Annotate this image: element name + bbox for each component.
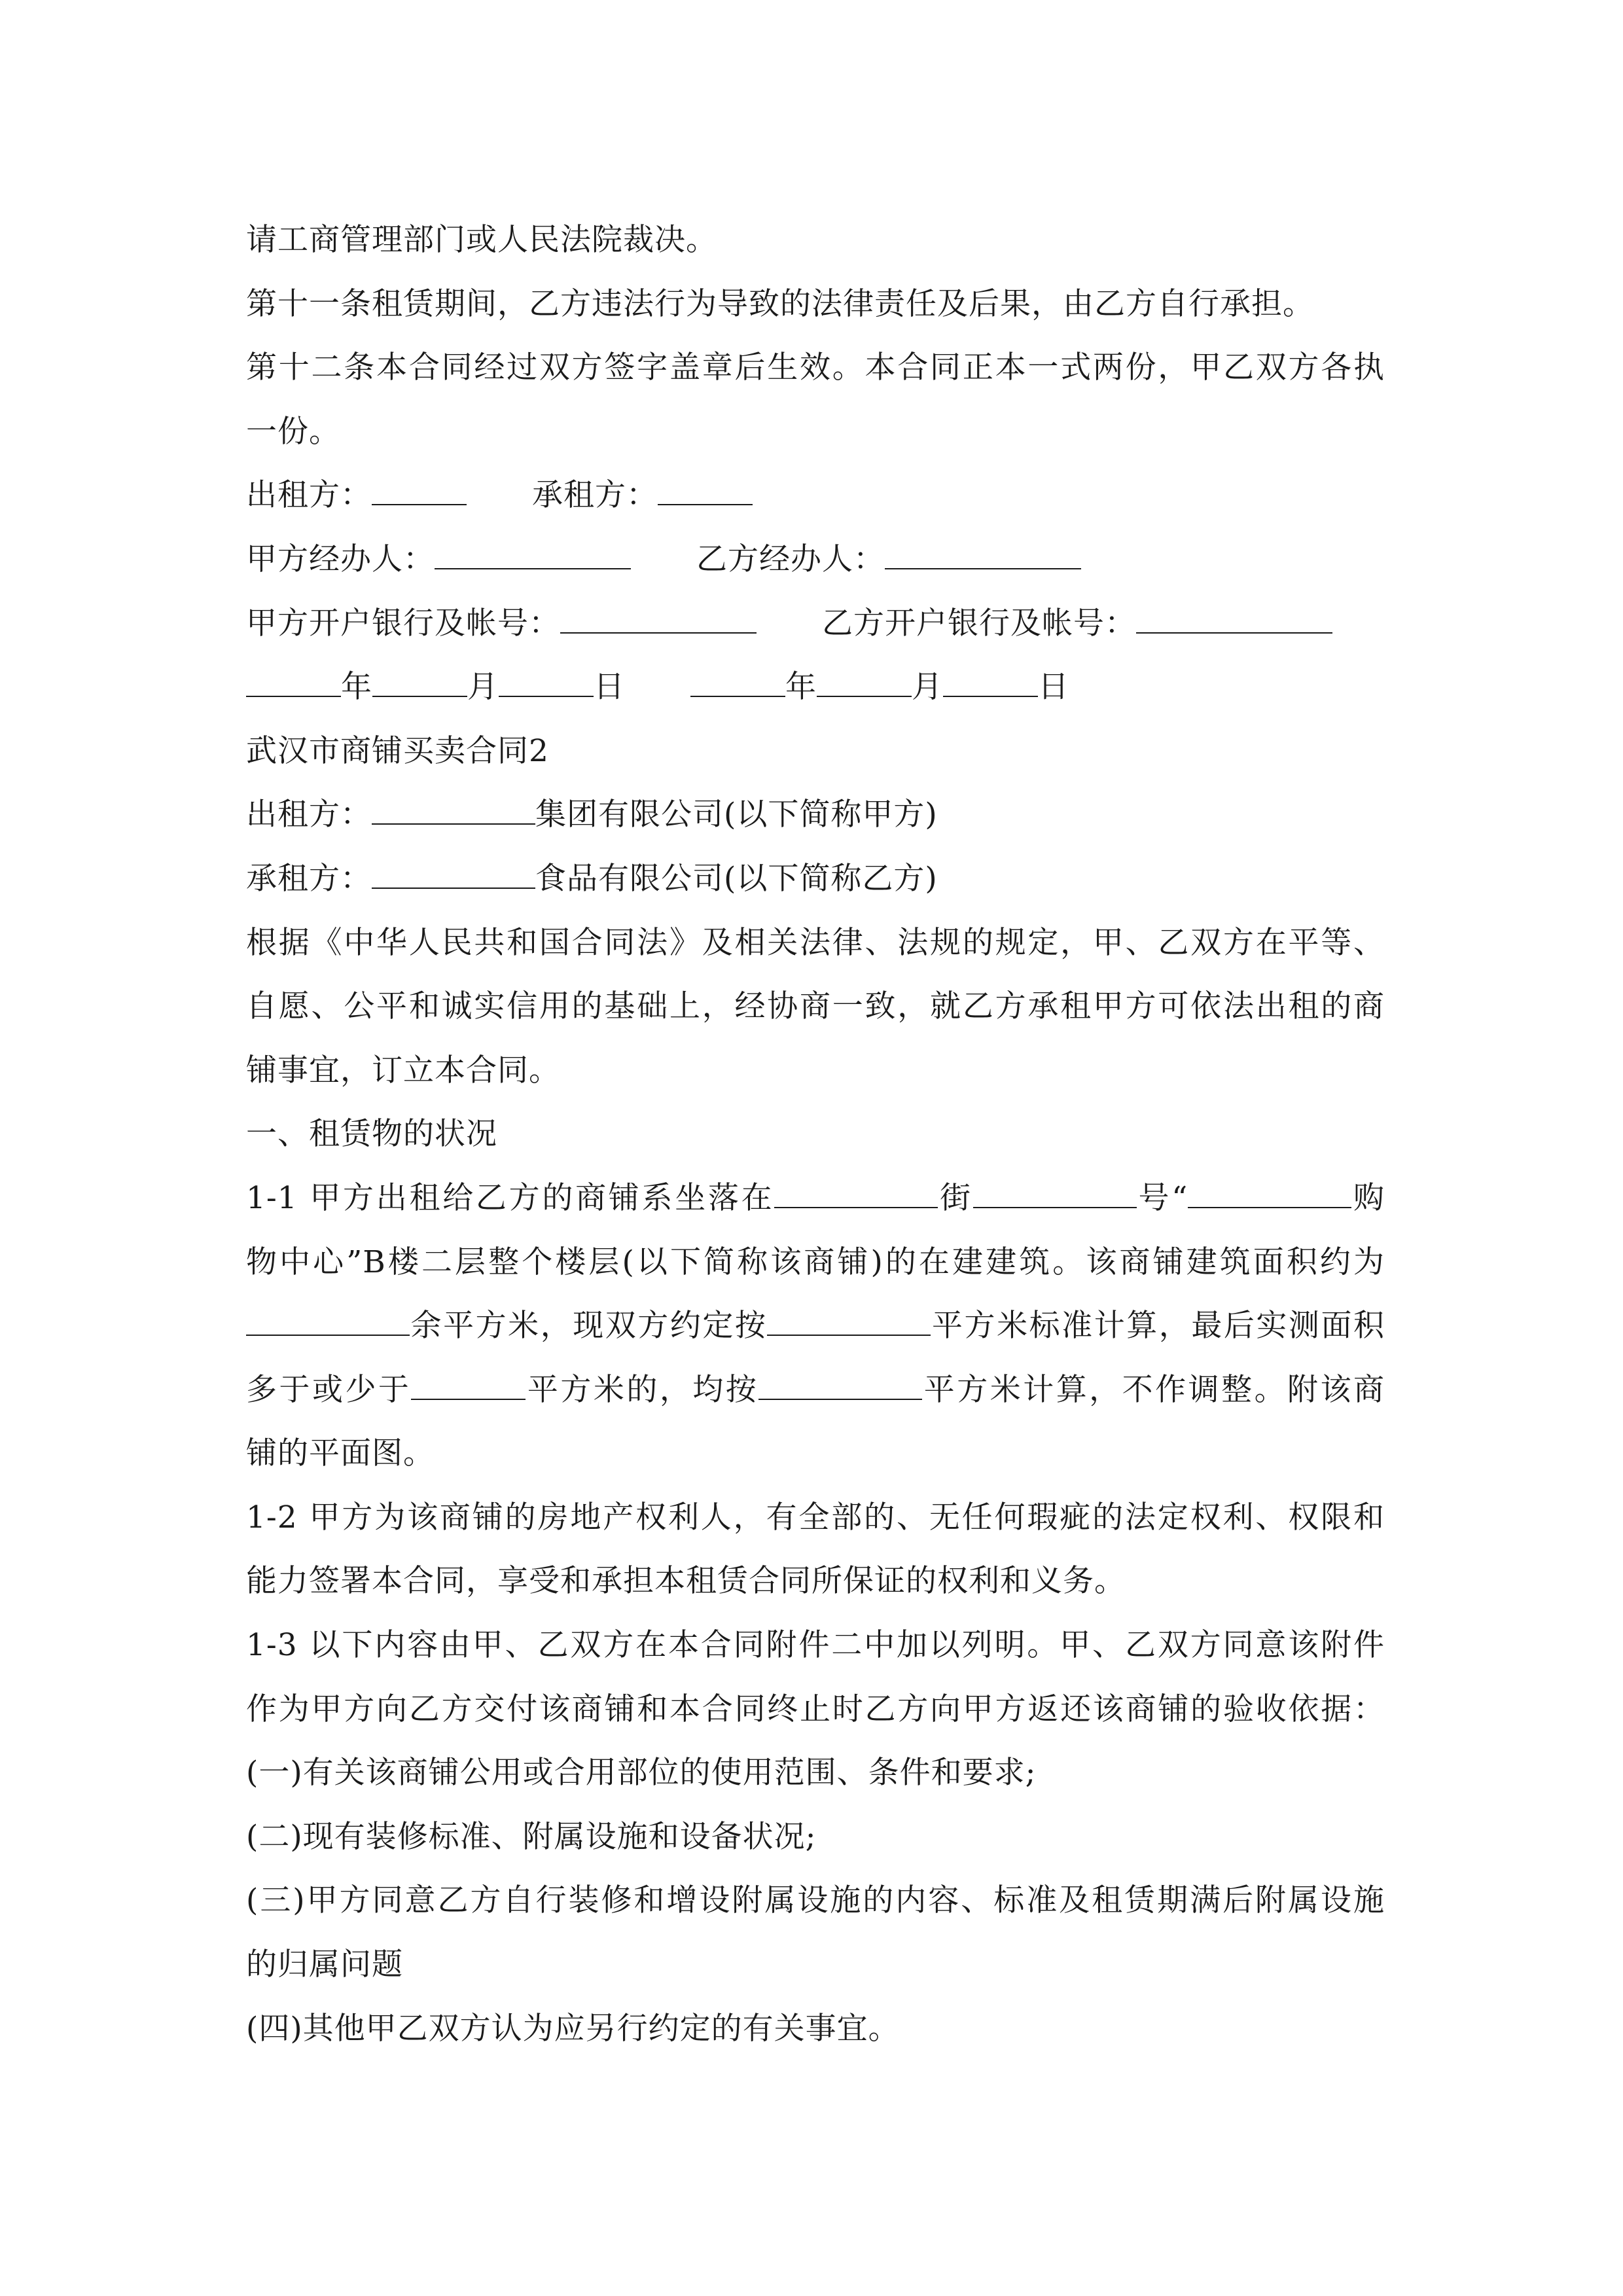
signature-dates bbox=[246, 655, 1385, 719]
list-item-3-line1: (三)甲方同意乙方自行装修和增设附属设施的内容、标准及租赁期满后附属设施 bbox=[246, 1882, 1385, 1919]
lessee-label: 承租方： bbox=[246, 860, 372, 897]
agent-a-blank bbox=[435, 528, 631, 569]
bank-a-blank bbox=[560, 592, 757, 634]
number-blank bbox=[973, 1166, 1137, 1208]
agent-b-blank bbox=[885, 528, 1081, 569]
lessee-name-blank bbox=[372, 847, 535, 889]
clause-1-1-line2: 物中心”B楼二层整个楼层(以下简称该商铺)的在建建筑。该商铺建筑面积约为 bbox=[246, 1244, 1385, 1280]
clause-1-3-line1: 1-3 以下内容由甲、乙双方在本合同附件二中加以列明。甲、乙双方同意该附件 bbox=[246, 1627, 1385, 1664]
list-item-2: (二)现有装修标准、附属设施和设备状况; bbox=[246, 1818, 817, 1855]
lessor-label: 出租方： bbox=[246, 477, 372, 514]
document-body bbox=[246, 208, 1385, 2060]
list-item-4: (四)其他甲乙双方认为应另行约定的有关事宜。 bbox=[246, 2010, 900, 2047]
bank-a-label: 甲方开户银行及帐号： bbox=[246, 605, 560, 641]
area-blank bbox=[246, 1294, 410, 1336]
year-label: 年 bbox=[785, 669, 817, 706]
section-heading: 一、租赁物的状况 bbox=[246, 1116, 497, 1153]
standard-area-blank bbox=[767, 1294, 931, 1336]
paragraph-line: 请工商管理部门或人民法院裁决。 bbox=[246, 222, 717, 258]
lessee-line bbox=[246, 847, 1385, 911]
variance-blank bbox=[411, 1358, 526, 1400]
clause-1-3-line2: 作为甲方向乙方交付该商铺和本合同终止时乙方向甲方返还该商铺的验收依据： bbox=[246, 1691, 1385, 1727]
mall-name-blank bbox=[1188, 1166, 1351, 1208]
year-label: 年 bbox=[341, 669, 372, 706]
clause-1-1-line5: 铺的平面图。 bbox=[246, 1435, 435, 1472]
clause-1-1-line1: 1-1 甲方出租给乙方的商铺系坐落在 街 号“ 购 bbox=[246, 1166, 1385, 1230]
lessor-blank bbox=[372, 463, 467, 505]
article-11: 第十一条租赁期间，乙方违法行为导致的法律责任及后果，由乙方自行承担。 bbox=[246, 285, 1314, 322]
contract-2-title: 武汉市商铺买卖合同2 bbox=[246, 732, 549, 769]
calc-area-blank bbox=[758, 1358, 922, 1400]
list-item-3-line2: 的归属问题 bbox=[246, 1946, 403, 1983]
street-blank bbox=[774, 1166, 938, 1208]
lessee-suffix: 食品有限公司(以下简称乙方) bbox=[535, 860, 938, 897]
preamble-line1: 根据《中华人民共和国合同法》及相关法律、法规的规定，甲、乙双方在平等、 bbox=[246, 924, 1385, 961]
preamble-line3: 铺事宜，订立本合同。 bbox=[246, 1052, 560, 1088]
clause-1-2-line2: 能力签署本合同，享受和承担本租赁合同所保证的权利和义务。 bbox=[246, 1563, 1126, 1600]
day-label: 日 bbox=[1038, 669, 1069, 706]
list-item-1: (一)有关该商铺公用或合用部位的使用范围、条件和要求; bbox=[246, 1755, 1037, 1791]
lessor-line bbox=[246, 783, 1385, 847]
lessee-label: 承租方： bbox=[532, 477, 658, 514]
month-label: 月 bbox=[467, 669, 499, 706]
bank-b-blank bbox=[1136, 592, 1332, 634]
article-12-line2: 一份。 bbox=[246, 413, 340, 450]
bank-b-label: 乙方开户银行及帐号： bbox=[822, 605, 1136, 641]
signature-parties bbox=[246, 463, 1385, 528]
article-12-line1: 第十二条本合同经过双方签字盖章后生效。本合同正本一式两份，甲乙双方各执 bbox=[246, 350, 1385, 386]
lessor-name-blank bbox=[372, 783, 535, 825]
lessor-suffix: 集团有限公司(以下简称甲方) bbox=[535, 797, 938, 833]
clause-1-1-line3: 余平方米，现双方约定按 平方米标准计算，最后实测面积 bbox=[246, 1294, 1385, 1358]
lessor-label: 出租方： bbox=[246, 797, 372, 833]
clause-1-2-line1: 1-2 甲方为该商铺的房地产权利人，有全部的、无任何瑕疵的法定权利、权限和 bbox=[246, 1499, 1385, 1535]
agent-a-label: 甲方经办人： bbox=[246, 541, 435, 577]
signature-agents bbox=[246, 528, 1385, 592]
signature-banks bbox=[246, 592, 1385, 656]
clause-1-1-line4: 多于或少于 平方米的，均按 平方米计算，不作调整。附该商 bbox=[246, 1358, 1385, 1422]
day-label: 日 bbox=[594, 669, 625, 706]
agent-b-label: 乙方经办人： bbox=[696, 541, 885, 577]
preamble-line2: 自愿、公平和诚实信用的基础上，经协商一致，就乙方承租甲方可依法出租的商 bbox=[246, 988, 1385, 1025]
lessee-blank bbox=[658, 463, 753, 505]
month-label: 月 bbox=[912, 669, 943, 706]
